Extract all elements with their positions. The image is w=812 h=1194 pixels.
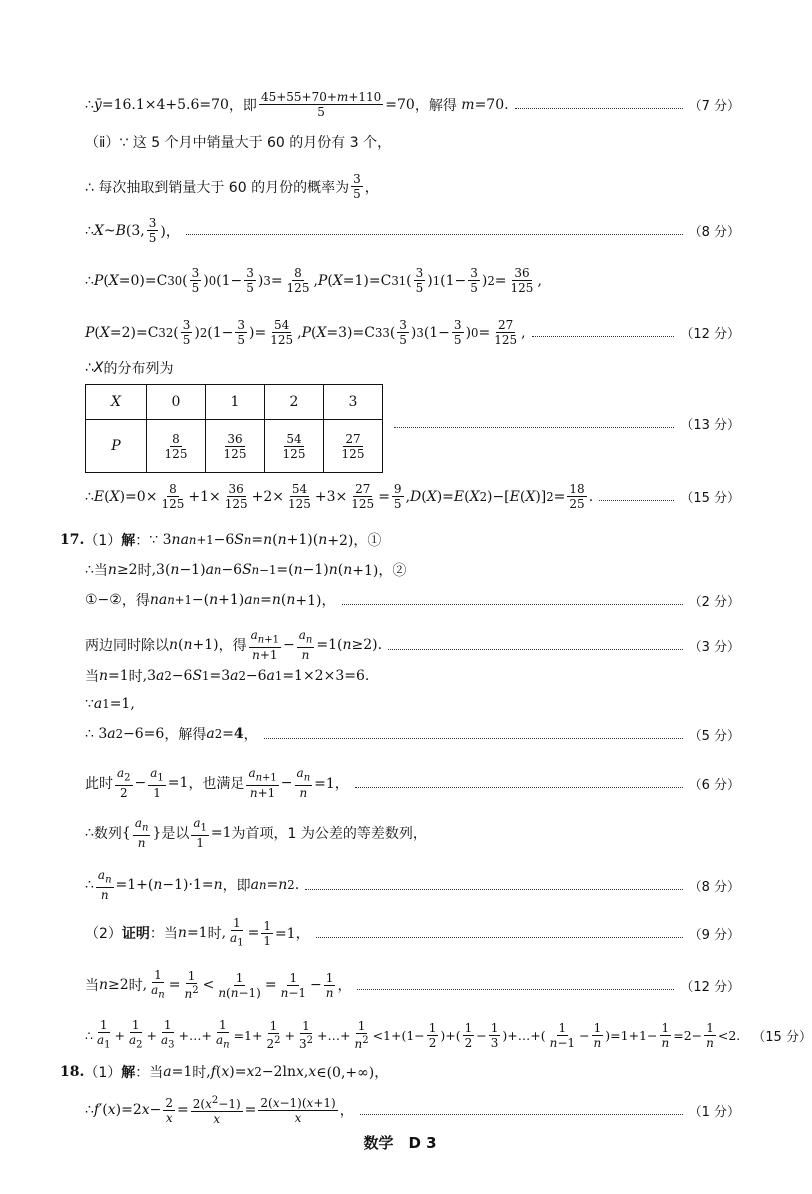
line-20: （2）证明：当 n =1 时 , $\frac{1}{a_1}$ = $\frac{1}{1}$ =1， （9 分） xyxy=(85,916,740,949)
line-4: ∴ X ~ B (3, $\frac{3}{5}$ )， （8 分） xyxy=(85,216,740,245)
table-cell: $\frac{8}{125}$ xyxy=(147,420,206,473)
points-l9: （15 分） xyxy=(680,491,740,506)
line-21: 当 n ≥2 时 , $\frac{1}{a_n}$ = $\frac{1}{n^2}$ < $\frac{1}{n(n-1)}$ = $\frac{1}{n-1}$ − $\frac{1}{n}$ ， （12 分） xyxy=(85,968,740,1002)
table-cell: $\frac{36}{125}$ xyxy=(206,420,265,473)
line-9: ∴ E ( X )=0× $\frac{8}{125}$ +1× $\frac{36}{125}$ +2× $\frac{54}{125}$ +3× $\frac{27}{125}$ = $\frac{9}{5}$ , D ( X )= E ( X 2 )−[ E ( X )] 2 = $\frac{18}{25}$ . （15 分） xyxy=(85,482,740,511)
line-18: ∴ 数列 { $\frac{a_n}{n}$ } 是以 $\frac{a_1}{1}$ =1 为首项，1 为公差的等差数列， xyxy=(85,816,427,851)
points-l22: （15 分） xyxy=(752,1029,812,1045)
line-5: ∴ P ( X =0)=C 3 0 ( $\frac{3}{5}$ ) 0 (1− $\frac{3}{5}$ ) 3 = $\frac{8}{125}$ , P ( X =1)=C 3 1 ( $\frac{3}{5}$ ) 1 (1− $\frac{3}{5}$ ) 2 = $\frac{36}{125}$ , xyxy=(85,266,542,295)
points-l12: （2 分） xyxy=(688,594,740,610)
line-6: P ( X =2)=C 3 2 ( $\frac{3}{5}$ ) 2 (1− $\frac{3}{5}$ )= $\frac{54}{125}$ , P ( X =3)=C 3 3 ( $\frac{3}{5}$ ) 3 (1− $\frac{3}{5}$ ) 0 = $\frac{27}{125}$ , （12 分） xyxy=(85,318,740,347)
points-l20: （9 分） xyxy=(688,927,740,943)
table-cell: 3 xyxy=(324,385,383,420)
table-row xyxy=(86,385,383,420)
line-23: 18. （1）解：当 a =1 时 , f ( x )= x 2 −2ln x , x ∈(0,+∞)， xyxy=(60,1064,389,1081)
points-l13: （3 分） xyxy=(688,639,740,655)
line-19: ∴ $\frac{a_n}{n}$ =1+( n −1)·1= n ，即 a n = n 2 . （8 分） xyxy=(85,868,740,903)
points-l19: （8 分） xyxy=(688,879,740,895)
table-cell: 2 xyxy=(265,385,324,420)
table-cell: 0 xyxy=(147,385,206,420)
line-17: 此时 $\frac{a_2}{2}$ − $\frac{a_1}{1}$ =1 ，也满足 $\frac{a_{n+1}}{n+1}$ − $\frac{a_n}{n}$ =1， （6 分） xyxy=(85,766,740,801)
line-14: 当 n =1 时 ,3 a 2 −6 S 1 =3 a 2 −6 a 1 =1×2×3=6. xyxy=(85,668,370,685)
points-l17: （6 分） xyxy=(688,777,740,793)
points-l8: （13 分） xyxy=(680,418,740,433)
line-24: ∴ f ′( x )=2 x − $\frac{2}{x}$ = $\frac{2(x^2-1)}{x}$ = $\frac{2(x-1)(x+1)}{x}$ ， （1 分） xyxy=(85,1095,740,1126)
table-cell: 1 xyxy=(206,385,265,420)
distribution-table xyxy=(85,384,383,473)
points-l6: （12 分） xyxy=(680,327,740,342)
points-l21: （12 分） xyxy=(680,979,740,995)
line-13: 两边同时除以 n ( n +1) ，得 $\frac{a_{n+1}}{n+1}$ − $\frac{a_n}{n}$ =1( n ≥2). （3 分） xyxy=(85,628,740,663)
line-7: ∴ X 的分布列为 xyxy=(85,360,174,377)
points-l24: （1 分） xyxy=(688,1104,740,1120)
line-1: ∴ ȳ =16.1×4+5.6=70 ，即 $\frac{45+55+70+m+110}{5}$ =70 ，解得 m =70. （7 分） xyxy=(85,90,740,119)
line-16: ∴ 3 a 2 −6=6 ，解得 a 2 = 4 ， （5 分） xyxy=(85,726,740,744)
table-cell: P xyxy=(86,420,147,473)
line-22: ∴ $\frac{1}{a_1}$ + $\frac{1}{a_2}$ + $\frac{1}{a_3}$ +…+ $\frac{1}{a_n}$ =1+ $\frac{1}{2^2}$ + $\frac{1}{3^2}$ +…+ $\frac{1}{n^2}$ <1+(1− $\frac{1}{2}$ )+( $\frac{1}{2}$ − $\frac{1}{3}$ )+…+( $\frac{1}{n-1}$ − $\frac{1}{n}$ )=1+1− $\frac{1}{n}$ =2− $\frac{1}{n}$ <2. （15 分） xyxy=(85,1018,812,1052)
points-l16: （5 分） xyxy=(688,728,740,744)
table-cell: $\frac{54}{125}$ xyxy=(265,420,324,473)
page-footer: 数学 D 3 xyxy=(363,1134,437,1152)
line-12: ①−② ，得 na n+1 −( n +1) a n = n ( n +1)， （2 分） xyxy=(85,592,740,610)
points-l4: （8 分） xyxy=(688,225,740,240)
table-row xyxy=(86,420,383,473)
line-11: ∴ 当 n ≥2 时 ,3( n −1) a n −6 S n−1 =( n −1) n ( n +1)，② xyxy=(85,562,407,579)
line-8 xyxy=(388,414,740,433)
table-cell: X xyxy=(86,385,147,420)
line-15: ∵ a 1 =1, xyxy=(85,696,135,712)
line-2: （ⅱ）∵ 这 5 个月中销量大于 60 的月份有 3 个， xyxy=(85,135,392,151)
line-10: 17. （1）解： ∵ 3 na n+1 −6 S n = n ( n +1)( n +2)，① xyxy=(60,532,382,549)
line-3: ∴ 每次抽取到销量大于 60 的月份的概率为 $\frac{3}{5}$ ， xyxy=(85,172,379,201)
table-cell: $\frac{27}{125}$ xyxy=(324,420,383,473)
points-l1: （7 分） xyxy=(688,99,740,114)
